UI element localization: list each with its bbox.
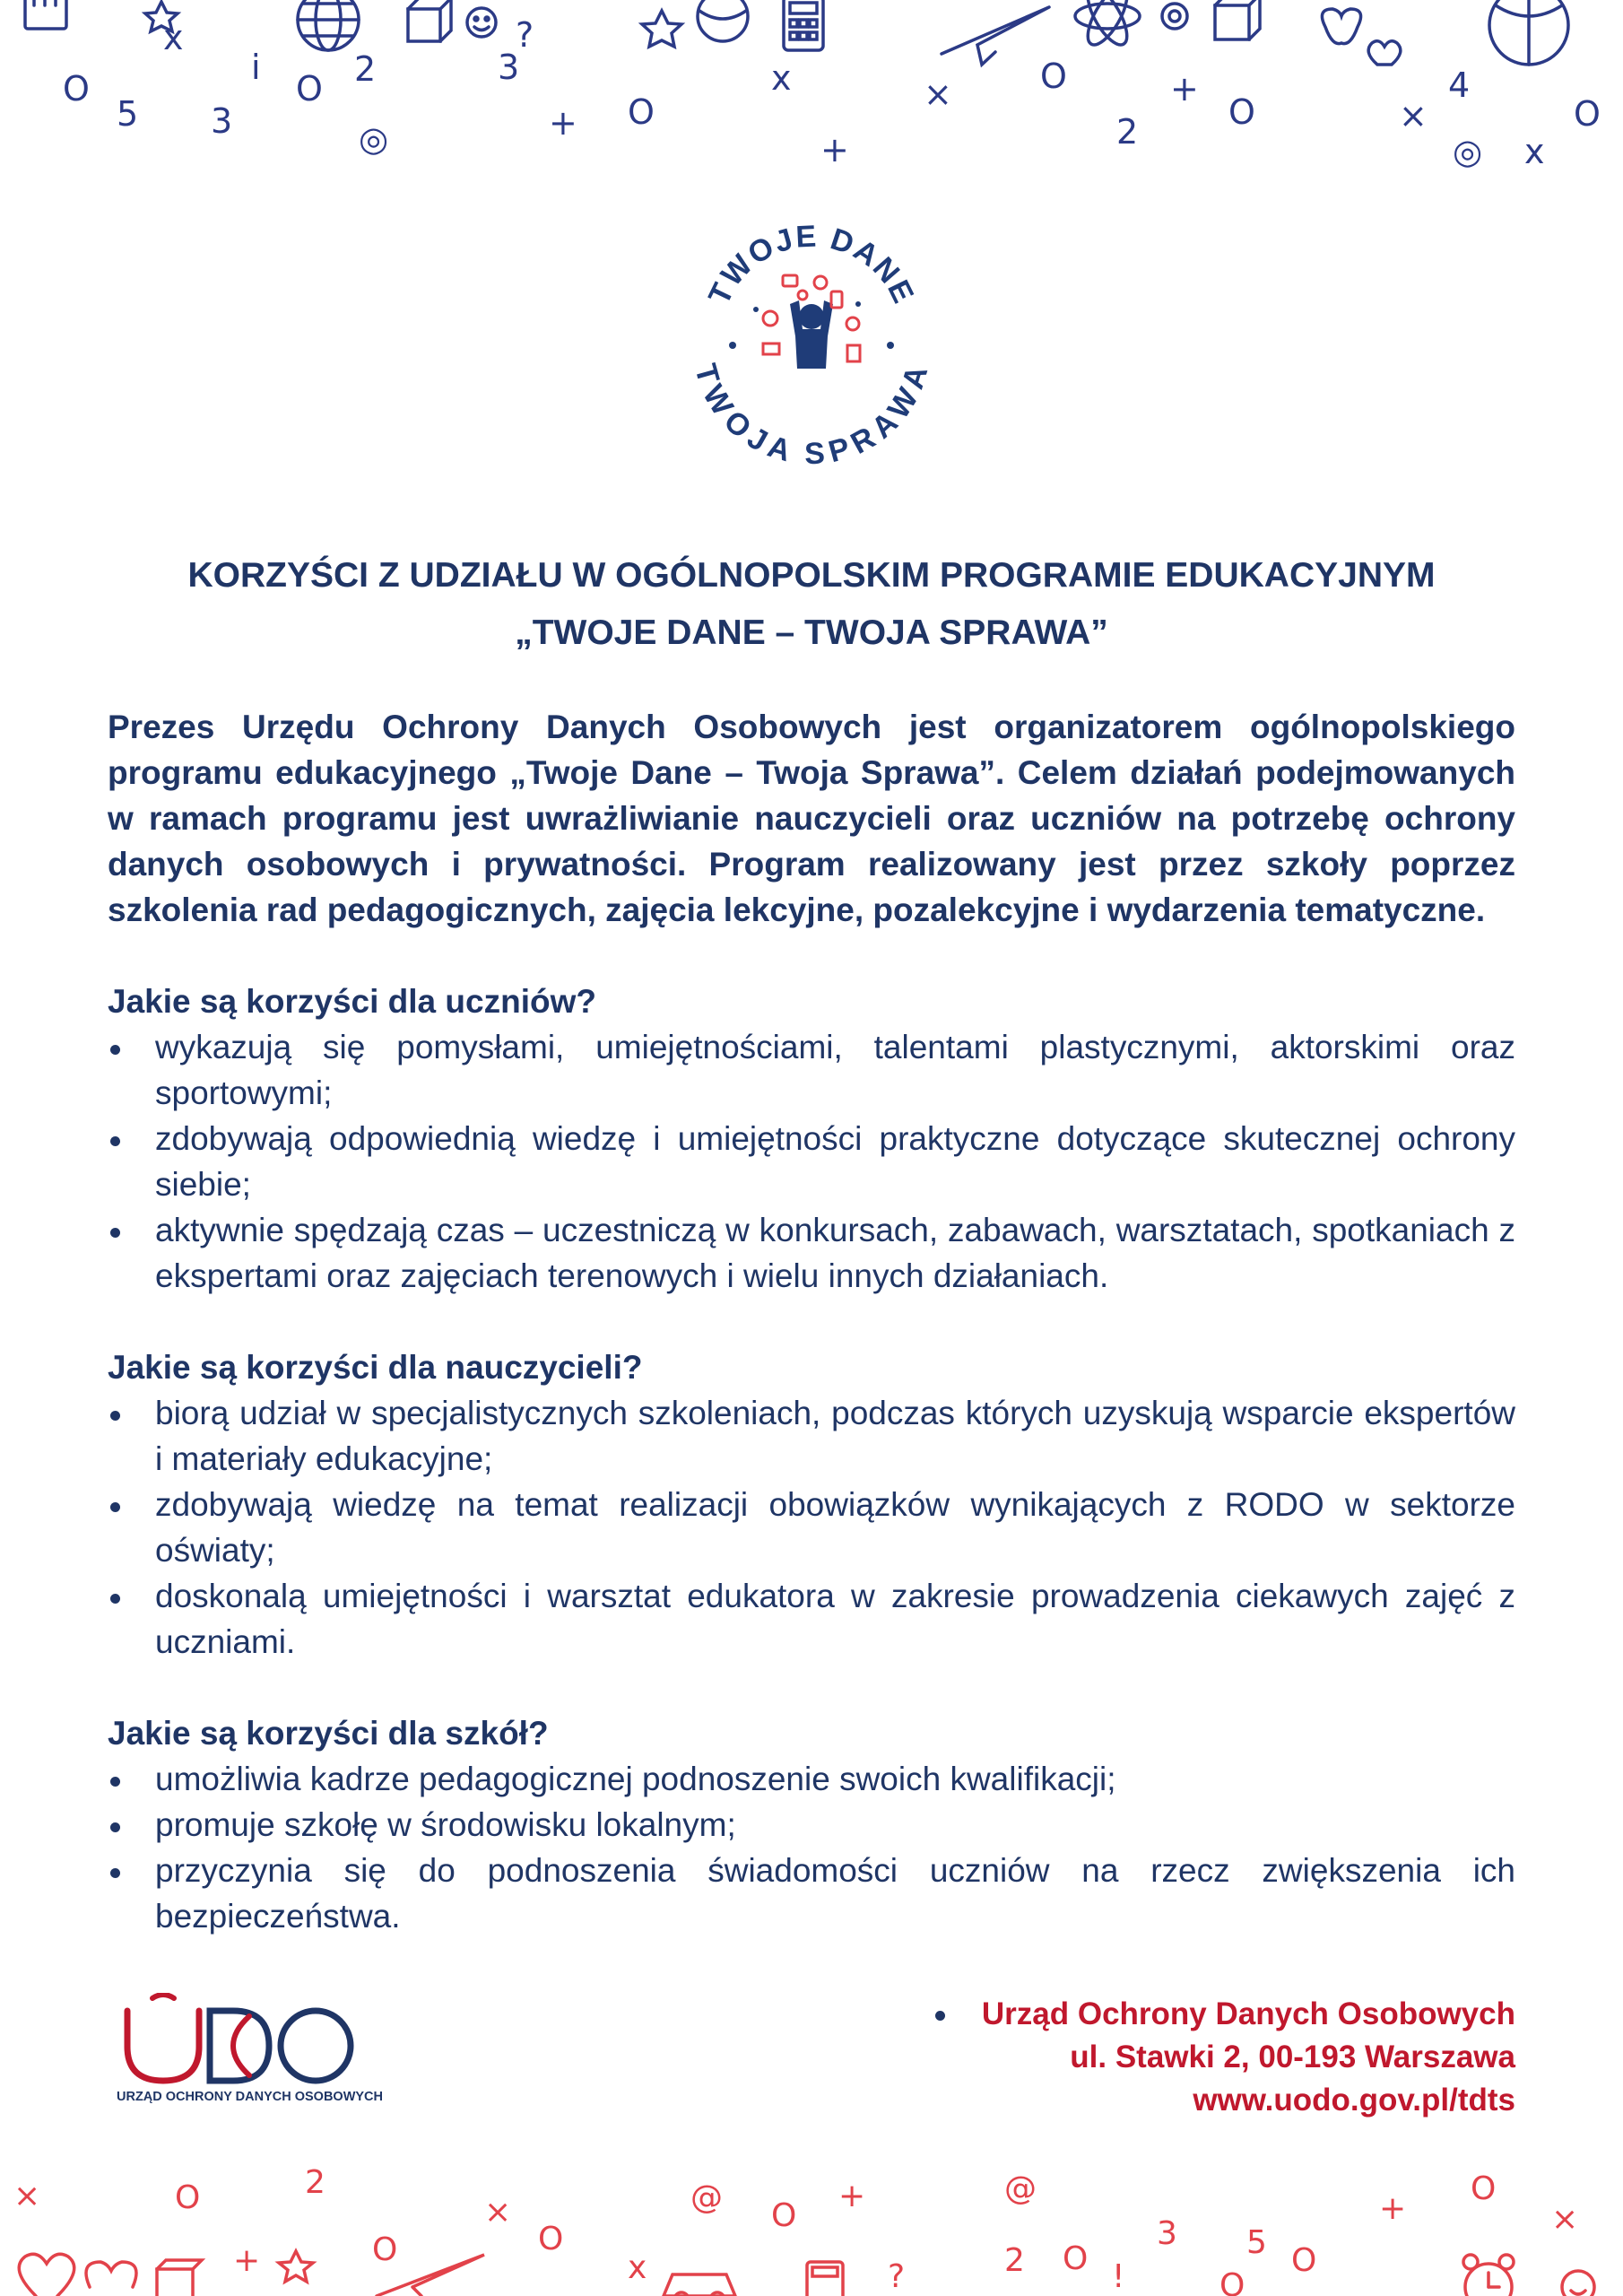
svg-text:O: O xyxy=(628,92,655,132)
section-heading: Jakie są korzyści dla uczniów? xyxy=(108,983,596,1020)
svg-text:O: O xyxy=(63,69,90,109)
svg-text:O: O xyxy=(1063,2240,1089,2277)
svg-text:+: + xyxy=(1379,2190,1407,2227)
svg-text:◎: ◎ xyxy=(1453,132,1483,171)
title-line-1: KORZYŚCI Z UDZIAŁU W OGÓLNOPOLSKIM PROGRAMIE EDUKACYJNYM xyxy=(187,556,1436,595)
svg-text:O: O xyxy=(1040,57,1067,96)
list-item: aktywnie spędzają czas – uczestniczą w konkursach, zabawach, warsztatach, spotkaniach z ekspertami oraz zajęciach terenowych i wielu innych działaniach. xyxy=(108,1207,1515,1299)
svg-text:O: O xyxy=(771,2197,797,2234)
car-icon xyxy=(664,2274,735,2296)
bullet-icon xyxy=(110,1411,120,1421)
logo-text-bottom: TWOJA SPRAWA xyxy=(688,360,935,466)
ball-icon xyxy=(698,0,748,41)
svg-text:×: × xyxy=(484,2194,512,2231)
svg-text:@: @ xyxy=(1004,2170,1037,2207)
list-item: zdobywają wiedzę na temat realizacji obowiązków wynikających z RODO w sektorze oświaty; xyxy=(108,1482,1515,1573)
uodo-logo-caption: URZĄD OCHRONY DANYCH OSOBOWYCH xyxy=(117,2090,383,2104)
alarm-clock-icon xyxy=(1463,2255,1514,2296)
benefit-list xyxy=(108,1024,1515,1299)
star-icon xyxy=(642,11,681,47)
svg-text:!: ! xyxy=(1112,2258,1125,2295)
title-line-2: „TWOJE DANE – TWOJA SPRAWA” xyxy=(515,613,1108,652)
list-item: biorą udział w specjalistycznych szkoleniach, podczas których uzyskują wsparcie ekspertów i materiały edukacyjne; xyxy=(108,1390,1515,1482)
smiley-icon xyxy=(1562,2271,1594,2296)
program-logo xyxy=(677,211,946,466)
intro-paragraph: Prezes Urzędu Ochrony Danych Osobowych jest organizatorem ogólnopolskiego programu edukacyjnego „Twoje Dane – Twoja Sprawa”. Celem działań podejmowanych w ramach programu jest uwrażliwianie nauczycieli oraz uczniów na potrzebę ochrony danych osobowych i prywatności. Program realizowany jest przez szkoły poprzez szkolenia rad pedagogicznych, zajęcia lekcyjne, pozalekcyjne i wydarzenia tematyczne. xyxy=(108,709,1515,928)
bullet-icon xyxy=(110,1228,120,1238)
svg-text:O: O xyxy=(175,2179,201,2216)
section-heading: Jakie są korzyści dla szkół? xyxy=(108,1715,549,1752)
svg-text:x: x xyxy=(771,58,792,98)
page-title xyxy=(108,547,1515,662)
svg-text:TWOJE DANE xyxy=(702,220,921,310)
svg-text:O: O xyxy=(1291,2242,1317,2279)
smiley-icon xyxy=(467,8,496,37)
calculator-icon xyxy=(784,0,823,50)
section-heading: Jakie są korzyści dla nauczycieli? xyxy=(108,1349,643,1386)
list-item: przyczynia się do podnoszenia świadomości uczniów na rzecz zwiększenia ich bezpieczeństwa. xyxy=(108,1848,1515,1939)
heart-icon xyxy=(19,2254,74,2296)
bullet-icon xyxy=(110,1777,120,1787)
uodo-logo xyxy=(117,1993,404,2105)
svg-text:@: @ xyxy=(690,2179,723,2216)
bullet-icon xyxy=(110,1868,120,1878)
svg-text:4: 4 xyxy=(1448,65,1471,105)
svg-text:x: x xyxy=(1524,132,1545,171)
svg-text:×: × xyxy=(1551,2201,1579,2238)
bullet-icon xyxy=(110,1136,120,1146)
bullet-icon xyxy=(110,1502,120,1512)
svg-text:3: 3 xyxy=(498,48,520,87)
list-item: umożliwia kadrze pedagogicznej podnoszenie swoich kwalifikacji; xyxy=(108,1756,1515,1802)
apple-icon xyxy=(1322,9,1360,44)
svg-text:x: x xyxy=(628,2249,647,2286)
bullet-icon xyxy=(935,2011,945,2021)
svg-text:O: O xyxy=(372,2231,398,2268)
svg-text:3: 3 xyxy=(1157,2215,1177,2252)
star-icon xyxy=(279,2251,313,2282)
bottom-doodle-band xyxy=(0,2161,1623,2296)
contact-name: Urząd Ochrony Danych Osobowych xyxy=(981,1996,1515,2031)
bullet-icon xyxy=(110,1045,120,1055)
svg-text:×: × xyxy=(1399,96,1428,135)
list-item: promuje szkołę w środowisku lokalnym; xyxy=(108,1802,1515,1848)
cube-icon xyxy=(157,2260,202,2296)
section-schools xyxy=(108,1710,1515,1939)
logo-text-top: TWOJE DANE xyxy=(701,219,922,310)
svg-text:+: + xyxy=(820,130,849,170)
bullet-icon xyxy=(110,1822,120,1832)
section-students xyxy=(108,978,1515,1299)
top-doodle-band xyxy=(0,0,1623,179)
svg-text:i: i xyxy=(251,48,261,87)
svg-text:+: + xyxy=(1170,69,1199,109)
svg-text:5: 5 xyxy=(117,94,139,134)
svg-text:2: 2 xyxy=(305,2164,325,2201)
math-doodles xyxy=(63,15,1601,171)
apple-icon xyxy=(86,2262,136,2287)
cube-icon xyxy=(408,0,451,41)
ball-icon xyxy=(1489,0,1568,65)
cube-icon xyxy=(1215,0,1260,39)
list-item: doskonalą umiejętności i warsztat edukatora w zakresie prowadzenia ciekawych zajęć z uczniami. xyxy=(108,1573,1515,1665)
list-item: zdobywają odpowiednią wiedzę i umiejętności praktyczne dotyczące skutecznej ochrony siebie; xyxy=(108,1116,1515,1207)
child-figure-icon xyxy=(790,300,833,369)
benefit-list xyxy=(108,1756,1515,1939)
svg-text:O: O xyxy=(1228,92,1255,132)
globe-icon xyxy=(298,0,359,50)
svg-text:×: × xyxy=(13,2178,41,2214)
svg-text:2: 2 xyxy=(1004,2242,1025,2279)
section-teachers xyxy=(108,1344,1515,1665)
svg-text:+: + xyxy=(838,2178,866,2214)
list-item: wykazują się pomysłami, umiejętnościami, talentami plastycznymi, aktorskimi oraz sportowymi; xyxy=(108,1024,1515,1116)
svg-text:x: x xyxy=(163,18,184,57)
svg-text:3: 3 xyxy=(211,101,233,141)
svg-text:×: × xyxy=(924,74,952,114)
at-sign-icon xyxy=(1162,4,1187,29)
atom-icon xyxy=(1075,0,1140,50)
svg-text:◎: ◎ xyxy=(359,119,389,159)
svg-text:O: O xyxy=(538,2221,564,2257)
svg-text:O: O xyxy=(296,69,323,109)
svg-text:+: + xyxy=(549,103,577,143)
contact-block xyxy=(982,1993,1515,2122)
svg-text:+: + xyxy=(233,2242,261,2279)
svg-text:O: O xyxy=(1219,2267,1245,2296)
svg-text:2: 2 xyxy=(1116,112,1139,152)
contact-url-link[interactable]: www.uodo.gov.pl/tdts xyxy=(1193,2083,1515,2118)
svg-text:TWOJA SPRAWA xyxy=(688,361,935,466)
svg-text:?: ? xyxy=(888,2258,906,2295)
svg-text:5: 5 xyxy=(1246,2224,1267,2261)
main-content xyxy=(108,704,1515,1939)
calculator-icon xyxy=(807,2262,843,2296)
benefit-list xyxy=(108,1390,1515,1665)
math-doodles xyxy=(13,2164,1578,2296)
ruler-icon xyxy=(25,0,66,29)
svg-text:2: 2 xyxy=(354,49,377,89)
svg-text:O: O xyxy=(1574,94,1601,134)
svg-text:O: O xyxy=(1471,2170,1497,2207)
bullet-icon xyxy=(110,1594,120,1604)
svg-text:?: ? xyxy=(516,15,534,55)
contact-address: ul. Stawki 2, 00-193 Warszawa xyxy=(1070,2039,1515,2074)
heart-icon xyxy=(1368,41,1401,65)
paper-plane-icon xyxy=(942,7,1049,65)
